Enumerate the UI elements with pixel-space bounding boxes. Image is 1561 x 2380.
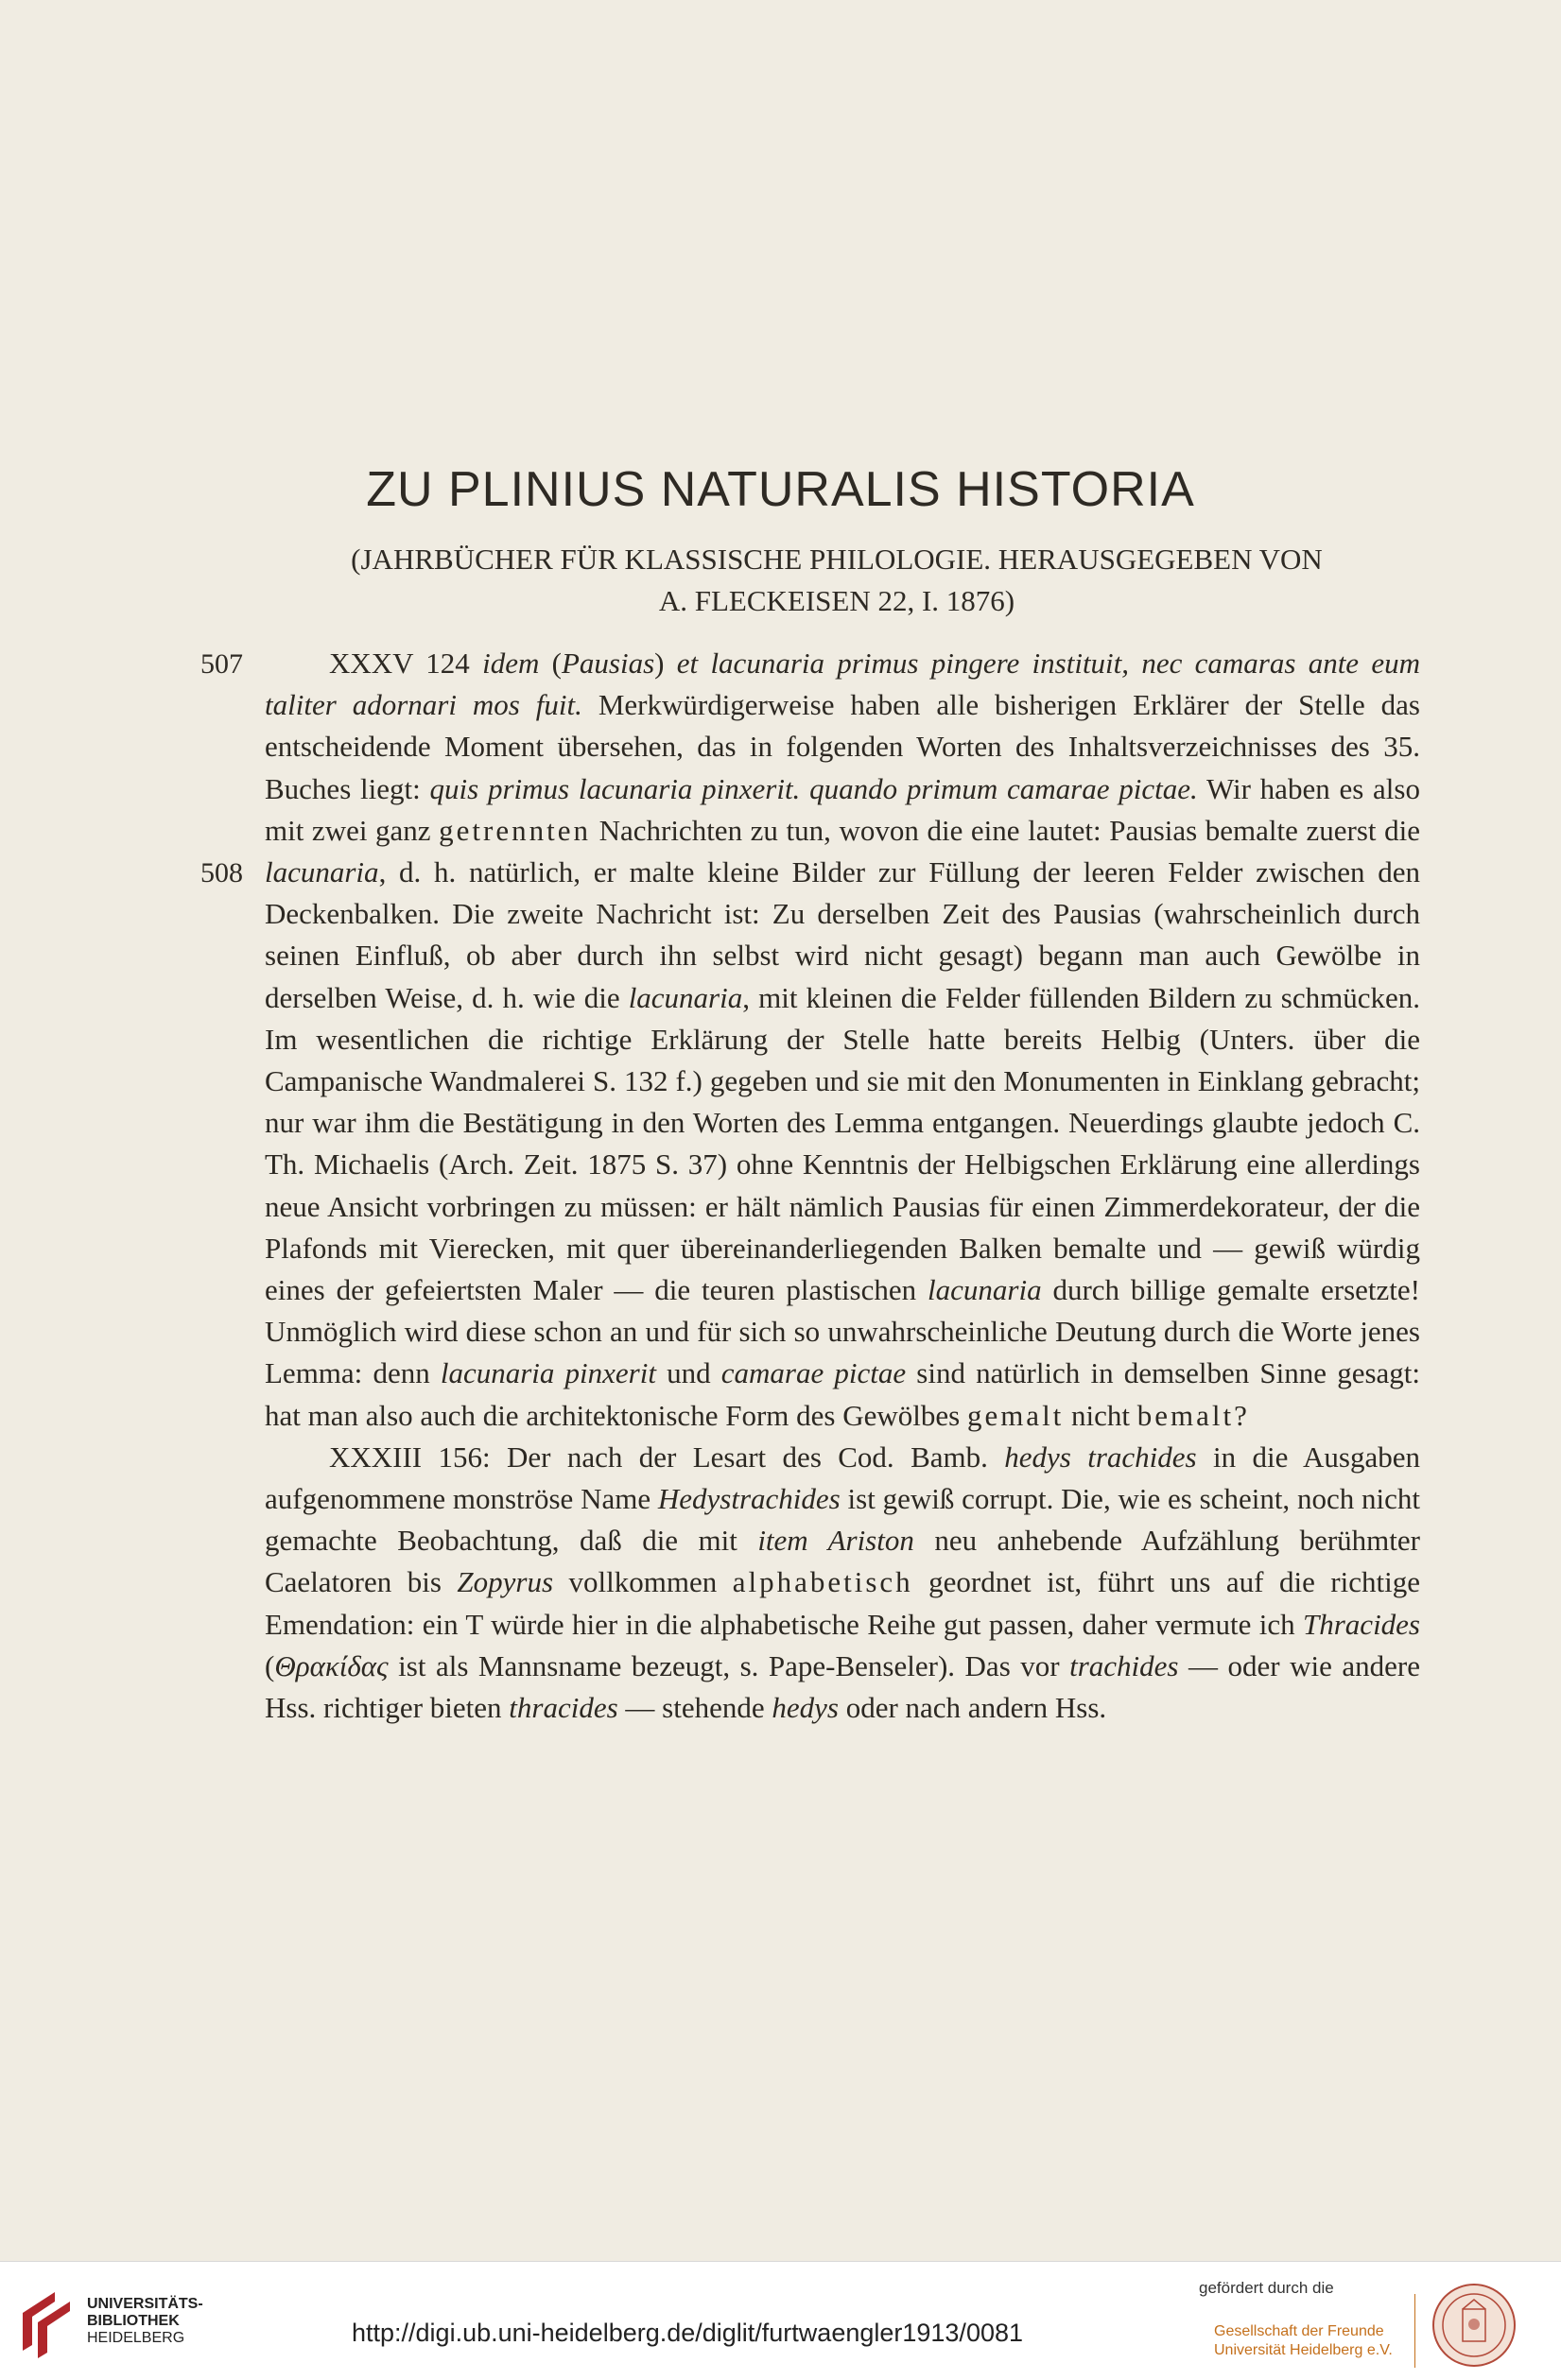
digitization-footer xyxy=(0,2261,1561,2380)
sponsor-name: Gesellschaft der Freunde Universität Heidelberg e.V. xyxy=(1214,2323,1393,2358)
permalink-url[interactable]: http://digi.ub.uni-heidelberg.de/diglit/furtwaengler1913/0081 xyxy=(352,2319,1024,2347)
page-title: ZU PLINIUS NATURALIS HISTORIA xyxy=(366,462,1195,517)
library-name: UNIVERSITÄTS- BIBLIOTHEK HEIDELBERG xyxy=(87,2296,203,2346)
sponsor-label: gefördert durch die xyxy=(1199,2279,1334,2297)
paragraph: XXXIII 156: Der nach der Lesart des Cod. Bamb. hedys trachides in die Ausgaben aufgenommene monströse Name Hedystrachides ist gewiß corrupt. Die, wie es scheint, noch nicht gemachte Beobachtung, daß die mit item Ariston neu anhebende Aufzählung berühmter Caelatoren bis Zopyrus vollkommen alphabetisch geordnet ist, führt uns auf die richtige Emendation: ein T würde hier in die alphabetische Reihe gut passen, daher vermute ich Thracides (Θρακίδας ist als Mannsname bezeugt, s. Pape-Benseler). Das vor trachides — oder wie andere Hss. richtiger bieten thracides — stehende hedys oder nach andern Hss. xyxy=(265,1440,1420,1725)
margin-page-number: 508 xyxy=(200,857,243,888)
university-seal-icon xyxy=(1431,2283,1517,2368)
source-citation xyxy=(255,539,1418,622)
paragraph: XXXV 124 idem (Pausias) et lacunaria primus pingere instituit, nec camaras ante eum taliter adornari mos fuit. Merkwürdigerweise haben alle bisherigen Erklärer der Stelle das entscheidende Moment übersehen, das in folgenden Worten des Inhaltsverzeichnisses des 35. Buches liegt: quis primus lacunaria pinxerit. quando primum camarae pictae. Wir haben es also mit zwei ganz getrennten Nachrichten zu tun, wovon die eine lautet: Pausias bemalte zuerst die lacunaria, d. h. natürlich, er malte kleine Bilder zur Füllung der leeren Felder zwischen den Deckenbalken. Die zweite Nachricht ist: Zu derselben Zeit des Pausias (wahrscheinlich durch seinen Einfluß, ob aber durch ihn selbst wird nicht gesagt) begann man auch Gewölbe in derselben Weise, d. h. wie die lacunaria, mit kleinen die Felder füllenden Bildern zu schmücken. Im wesentlichen die richtige Erklärung der Stelle hatte bereits Helbig (Unters. über die Campanische Wandmalerei S. 132 f.) gegeben und sie mit den Monumenten in Einklang gebracht; nur war ihm die Bestätigung in den Worten des Lemma entgangen. Neuerdings glaubte jedoch C. Th. Michaelis (Arch. Zeit. 1875 S. 37) ohne Kenntnis der Helbigschen Erklärung eine allerdings neue Ansicht vorbringen zu müssen: er hält nämlich Pausias für einen Zimmerdekorateur, der die Plafonds mit Vierecken, mit quer übereinanderliegenden Balken bemalte und — gewiß würdig eines der gefeiertsten Maler — die teuren plastischen lacunaria durch billige gemalte ersetzte! Unmöglich wird diese schon an und für sich so unwahrscheinliche Deutung durch die Worte jenes Lemma: denn lacunaria pinxerit und camarae pictae sind natürlich in demselben Sinne gesagt: hat man also auch die architektonische Form des Gewölbes gemalt nicht bemalt? xyxy=(265,647,1421,1432)
divider xyxy=(1414,2294,1415,2368)
source-citation-line-1: (JAHRBÜCHER FÜR KLASSISCHE PHILOLOGIE. HERAUSGEGEBEN VON xyxy=(351,543,1323,576)
margin-page-number: 507 xyxy=(200,648,243,680)
source-citation-line-2: A. FLECKEISEN 22, I. 1876) xyxy=(658,584,1015,617)
show-through-header xyxy=(265,132,1428,158)
library-logo-icon xyxy=(17,2285,76,2362)
article-body xyxy=(265,643,1420,1729)
